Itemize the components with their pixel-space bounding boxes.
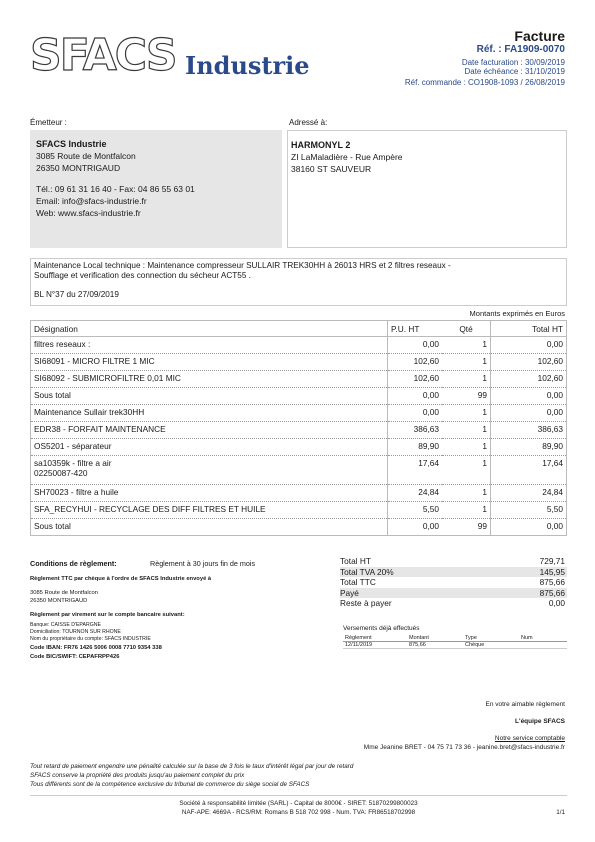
description-box bbox=[30, 258, 567, 306]
table-row bbox=[31, 439, 567, 456]
designation-cell-text: sa10359k - filtre a air bbox=[34, 458, 112, 468]
total-cell-text: 0,00 bbox=[546, 407, 563, 417]
payments-header-amount: Montant bbox=[409, 635, 429, 641]
unit-price-cell-text: 0,00 bbox=[422, 407, 439, 417]
due-date: Date échéance : 31/10/2019 bbox=[464, 67, 565, 76]
payment-amount: 875,66 bbox=[409, 642, 426, 648]
table-row bbox=[31, 354, 567, 371]
total-cell bbox=[491, 502, 567, 519]
total-value: 0,00 bbox=[548, 598, 565, 608]
total-cell bbox=[491, 337, 567, 354]
total-cell-text: 24,84 bbox=[542, 487, 563, 497]
unit-price-cell-text: 89,90 bbox=[418, 441, 439, 451]
description-line-2: Soufflage et verification des connection du sécheur ACT55 . bbox=[34, 271, 251, 280]
total-value: 145,95 bbox=[539, 566, 565, 577]
closing-regards: En votre aimable règlement bbox=[485, 701, 565, 708]
total-cell-text: 0,00 bbox=[546, 390, 563, 400]
quantity-cell-text: 1 bbox=[482, 504, 487, 514]
payment-terms-value: Règlement à 30 jours fin de mois bbox=[150, 559, 256, 568]
table-row bbox=[31, 388, 567, 405]
table-row bbox=[31, 371, 567, 388]
iban: Code IBAN: FR76 1426 5006 0008 7710 9354 338 bbox=[30, 645, 162, 651]
currency-note: Montants exprimés en Euros bbox=[469, 309, 565, 318]
designation-cell-text: Sous total bbox=[34, 521, 71, 531]
unit-price-cell bbox=[388, 405, 443, 422]
payment-num bbox=[519, 642, 567, 649]
unit-price-cell bbox=[388, 456, 443, 485]
closing-service: Notre service comptable bbox=[494, 735, 565, 742]
unit-price-cell-text: 0,00 bbox=[422, 339, 439, 349]
designation-cell bbox=[31, 456, 388, 485]
quantity-cell-text: 1 bbox=[482, 407, 487, 417]
total-cell-text: 89,90 bbox=[542, 441, 563, 451]
unit-price-cell bbox=[388, 422, 443, 439]
total-label: Reste à payer bbox=[340, 598, 392, 608]
payment-terms-label: Conditions de règlement: bbox=[30, 559, 117, 568]
total-cell-text: 17,64 bbox=[542, 458, 563, 468]
quantity-cell bbox=[442, 439, 491, 456]
total-cell bbox=[491, 456, 567, 485]
company-logo: SFACS bbox=[30, 30, 176, 81]
legal-line-3: Tous différents sont de la compétence exclusive du tribunal de commerce du siège social de SFACS bbox=[30, 781, 310, 788]
designation-cell-text: Maintenance Sullair trek30HH bbox=[34, 407, 145, 417]
emitter-name: SFACS Industrie bbox=[36, 139, 107, 149]
designation-cell-text: SI68091 - MICRO FILTRE 1 MIC bbox=[34, 356, 155, 366]
designation-cell-text: SFA_RECYHUI - RECYCLAGE DES DIFF FILTRES ET HUILE bbox=[34, 504, 266, 514]
unit-price-cell bbox=[388, 388, 443, 405]
quantity-cell-text: 1 bbox=[482, 356, 487, 366]
table-header-row bbox=[31, 321, 567, 337]
designation-cell bbox=[31, 422, 388, 439]
quantity-cell bbox=[442, 388, 491, 405]
footer-registration: NAF-APE: 4669A - RCS/RM: Romans B 518 702 998 - Num. TVA: FR86518702998 bbox=[181, 809, 416, 816]
total-row bbox=[340, 598, 567, 609]
recipient-address-1: ZI LaMaladière - Rue Ampère bbox=[291, 152, 403, 162]
payments-table bbox=[343, 635, 567, 649]
items-table bbox=[30, 320, 567, 536]
emitter-box bbox=[30, 130, 282, 248]
cheque-title: Règlement TTC par chèque à l'ordre de SFACS Industrie envoyé à bbox=[30, 576, 212, 582]
quantity-cell-text: 99 bbox=[477, 521, 487, 531]
total-row bbox=[340, 567, 567, 578]
payment-date: 12/11/2019 bbox=[345, 642, 373, 648]
total-row bbox=[340, 577, 567, 588]
footer-divider bbox=[30, 795, 567, 796]
total-cell bbox=[491, 439, 567, 456]
unit-price-cell bbox=[388, 485, 443, 502]
total-value: 875,66 bbox=[539, 587, 565, 598]
designation-cell bbox=[31, 371, 388, 388]
total-row bbox=[340, 556, 567, 567]
page-number: 1/1 bbox=[556, 809, 565, 816]
unit-price-cell bbox=[388, 337, 443, 354]
table-row bbox=[31, 456, 567, 485]
unit-price-cell-text: 102,60 bbox=[413, 373, 439, 383]
total-cell-text: 386,63 bbox=[537, 424, 563, 434]
quantity-cell bbox=[442, 354, 491, 371]
quantity-cell-text: 1 bbox=[482, 487, 487, 497]
invoice-date: Date facturation : 30/09/2019 bbox=[461, 58, 565, 67]
payments-header-type: Type bbox=[465, 635, 477, 641]
unit-price-cell-text: 0,00 bbox=[422, 390, 439, 400]
quantity-cell bbox=[442, 456, 491, 485]
bic-swift: Code BIC/SWIFT: CEPAFRPP426 bbox=[30, 654, 120, 660]
emitter-address-2: 26350 MONTRIGAUD bbox=[36, 163, 121, 173]
designation-cell bbox=[31, 502, 388, 519]
total-row bbox=[340, 588, 567, 599]
closing-team: L'équipe SFACS bbox=[515, 718, 565, 725]
payments-header-date: Règlement bbox=[345, 635, 372, 641]
quantity-cell-text: 1 bbox=[482, 339, 487, 349]
account-owner: Nom du propriétaire du compte: SFACS INDUSTRIE bbox=[30, 636, 151, 642]
total-label: Total TTC bbox=[340, 577, 376, 587]
emitter-label: Émetteur : bbox=[30, 118, 67, 127]
quantity-cell-text: 1 bbox=[482, 373, 487, 383]
emitter-email: Email: info@sfacs-industrie.fr bbox=[36, 196, 147, 206]
unit-price-cell bbox=[388, 519, 443, 536]
total-label: Payé bbox=[340, 587, 359, 598]
delivery-note: BL N°37 du 27/09/2019 bbox=[34, 290, 119, 299]
total-label: Total HT bbox=[340, 556, 371, 566]
designation-cell bbox=[31, 485, 388, 502]
closing-contact: Mme Jeanine BRET - 04 75 71 73 36 - jeanine.bret@sfacs-industrie.fr bbox=[363, 744, 565, 751]
unit-price-cell-text: 24,84 bbox=[418, 487, 439, 497]
quantity-cell bbox=[442, 422, 491, 439]
designation-cell-text: EDR38 - FORFAIT MAINTENANCE bbox=[34, 424, 166, 434]
designation-cell-text: filtres reseaux : bbox=[34, 339, 91, 349]
unit-price-cell-text: 5,50 bbox=[422, 504, 439, 514]
total-cell-text: 5,50 bbox=[546, 504, 563, 514]
designation-cell-text: SI68092 - SUBMICROFILTRE 0,01 MIC bbox=[34, 373, 181, 383]
total-cell-text: 0,00 bbox=[546, 339, 563, 349]
unit-price-cell bbox=[388, 371, 443, 388]
recipient-box bbox=[287, 130, 567, 248]
unit-price-cell-text: 386,63 bbox=[413, 424, 439, 434]
total-value: 875,66 bbox=[539, 577, 565, 587]
quantity-cell-text: 1 bbox=[482, 458, 487, 468]
recipient-address-2: 38160 ST SAUVEUR bbox=[291, 164, 372, 174]
bank-title: Règlement par virement sur le compte bancaire suivant: bbox=[30, 612, 185, 618]
legal-line-1: Tout retard de paiement engendre une pénalité calculée sur la base de 3 fois le taux d'intérêt légal par jour de retard bbox=[30, 763, 354, 770]
total-cell-text: 102,60 bbox=[537, 356, 563, 366]
designation-cell bbox=[31, 519, 388, 536]
total-cell bbox=[491, 519, 567, 536]
quantity-cell-text: 1 bbox=[482, 441, 487, 451]
designation-cell-text: Sous total bbox=[34, 390, 71, 400]
bank-name: Banque: CAISSE D'EPARGNE bbox=[30, 622, 101, 628]
payments-title: Versements déjà effectués bbox=[343, 625, 420, 632]
table-row bbox=[31, 485, 567, 502]
table-row bbox=[31, 519, 567, 536]
quantity-cell bbox=[442, 519, 491, 536]
designation-cell bbox=[31, 405, 388, 422]
designation-cell-text: SH70023 - filtre a huile bbox=[34, 487, 119, 497]
quantity-cell bbox=[442, 502, 491, 519]
footer-company-info: Société à responsabilité limitée (SARL) - Capital de 8000€ - SIRET: 51870299800023 bbox=[179, 800, 418, 807]
total-cell bbox=[491, 405, 567, 422]
total-cell bbox=[491, 422, 567, 439]
total-cell-text: 0,00 bbox=[546, 521, 563, 531]
quantity-cell-text: 99 bbox=[477, 390, 487, 400]
description-line-1: Maintenance Local technique : Maintenance compresseur SULLAIR TREK30HH à 26013 HRS et 2 filtres reseaux - bbox=[34, 261, 451, 270]
cheque-address-2: 26350 MONTRIGAUD bbox=[30, 598, 88, 604]
total-cell bbox=[491, 388, 567, 405]
total-value: 729,71 bbox=[539, 556, 565, 566]
unit-price-cell-text: 0,00 bbox=[422, 521, 439, 531]
header-quantity: Qté bbox=[442, 321, 491, 337]
quantity-cell bbox=[442, 405, 491, 422]
unit-price-cell bbox=[388, 439, 443, 456]
total-cell-text: 102,60 bbox=[537, 373, 563, 383]
payments-header-num: Num bbox=[521, 635, 533, 641]
designation-cell-text: OS5201 - séparateur bbox=[34, 441, 112, 451]
total-cell bbox=[491, 371, 567, 388]
header-unit-price: P.U. HT bbox=[388, 321, 443, 337]
quantity-cell bbox=[442, 485, 491, 502]
legal-line-2: SFACS conserve la propriété des produits jusqu'au paiement complet du prix bbox=[30, 772, 245, 779]
payments-row bbox=[343, 642, 567, 649]
unit-price-cell bbox=[388, 502, 443, 519]
total-cell bbox=[491, 485, 567, 502]
recipient-label: Adressé à: bbox=[289, 118, 328, 127]
designation-cell bbox=[31, 337, 388, 354]
total-cell bbox=[491, 354, 567, 371]
document-title: Facture bbox=[514, 28, 565, 44]
quantity-cell bbox=[442, 371, 491, 388]
bank-domiciliation: Domiciliation: TOURNON SUR RHONE bbox=[30, 629, 121, 635]
quantity-cell-text: 1 bbox=[482, 424, 487, 434]
invoice-reference: Réf. : FA1909-0070 bbox=[476, 44, 565, 55]
quantity-cell bbox=[442, 337, 491, 354]
recipient-name: HARMONYL 2 bbox=[291, 140, 351, 150]
designation-cell bbox=[31, 439, 388, 456]
unit-price-cell-text: 17,64 bbox=[418, 458, 439, 468]
table-row bbox=[31, 337, 567, 354]
payment-type: Chèque bbox=[465, 642, 485, 648]
company-logo-subtitle: Industrie bbox=[185, 51, 310, 80]
emitter-phone: Tél.: 09 61 31 16 40 - Fax: 04 86 55 63 01 bbox=[36, 184, 195, 194]
cheque-address-1: 3085 Route de Montfalcon bbox=[30, 590, 99, 596]
table-row bbox=[31, 502, 567, 519]
designation-cell bbox=[31, 388, 388, 405]
emitter-address-1: 3085 Route de Montfalcon bbox=[36, 151, 136, 161]
total-label: Total TVA 20% bbox=[340, 566, 394, 577]
table-row bbox=[31, 422, 567, 439]
header-total: Total HT bbox=[491, 321, 567, 337]
emitter-website: Web: www.sfacs-industrie.fr bbox=[36, 208, 141, 218]
header-designation: Désignation bbox=[31, 321, 388, 337]
designation-subline: 02250087-420 bbox=[34, 468, 88, 478]
table-row bbox=[31, 405, 567, 422]
unit-price-cell-text: 102,60 bbox=[413, 356, 439, 366]
unit-price-cell bbox=[388, 354, 443, 371]
order-reference: Réf. commande : CO1908-1093 / 26/08/2019 bbox=[404, 78, 565, 87]
designation-cell bbox=[31, 354, 388, 371]
